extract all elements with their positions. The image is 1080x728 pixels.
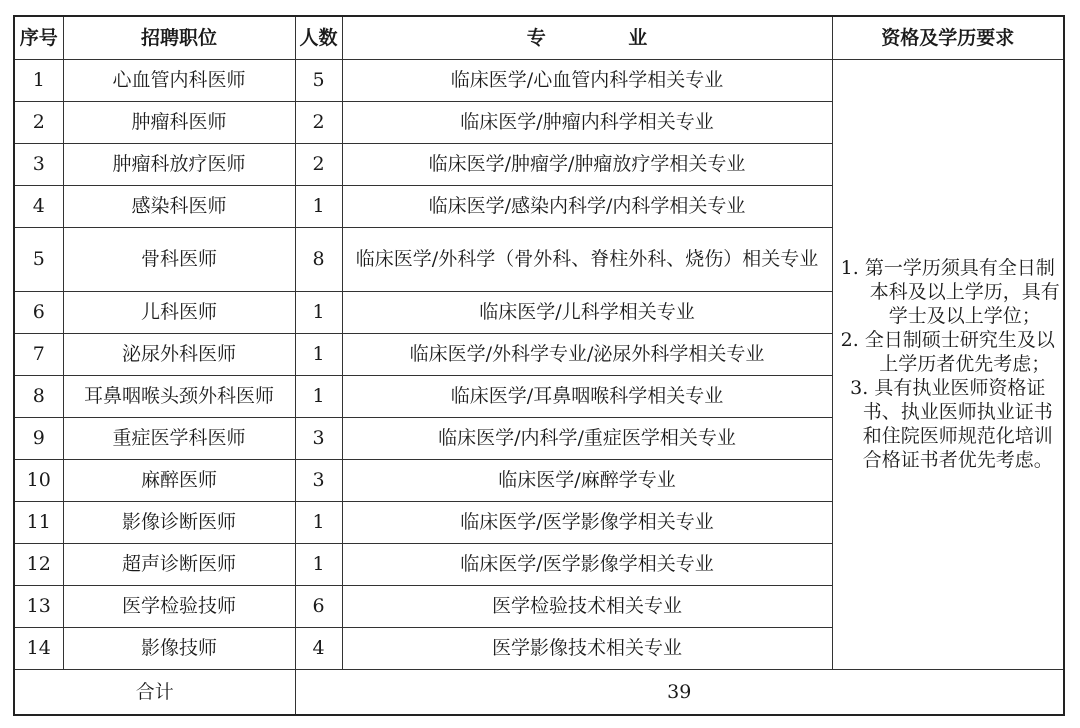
row-count: 1: [295, 291, 342, 333]
row-no: 6: [14, 291, 63, 333]
row-position: 骨科医师: [63, 227, 295, 291]
row-no: 7: [14, 333, 63, 375]
row-count: 1: [295, 333, 342, 375]
row-no: 8: [14, 375, 63, 417]
row-no: 1: [14, 59, 63, 101]
row-no: 2: [14, 101, 63, 143]
row-position: 耳鼻咽喉头颈外科医师: [63, 375, 295, 417]
row-major: 临床医学/感染内科学/内科学相关专业: [342, 185, 832, 227]
row-no: 5: [14, 227, 63, 291]
row-position: 影像诊断医师: [63, 501, 295, 543]
row-major: 临床医学/外科学专业/泌尿外科学相关专业: [342, 333, 832, 375]
header-count: 人数: [295, 16, 342, 59]
row-major: 临床医学/耳鼻咽喉科学相关专业: [342, 375, 832, 417]
row-no: 12: [14, 543, 63, 585]
row-position: 重症医学科医师: [63, 417, 295, 459]
row-no: 9: [14, 417, 63, 459]
row-count: 6: [295, 585, 342, 627]
row-no: 4: [14, 185, 63, 227]
row-no: 10: [14, 459, 63, 501]
row-major: 临床医学/肿瘤学/肿瘤放疗学相关专业: [342, 143, 832, 185]
row-position: 泌尿外科医师: [63, 333, 295, 375]
row-no: 11: [14, 501, 63, 543]
row-major: 医学影像技术相关专业: [342, 627, 832, 669]
row-count: 2: [295, 143, 342, 185]
requirement-item-2: 2. 全日制硕士研究生及以上学历者优先考虑；: [840, 329, 1055, 375]
recruitment-table: [13, 15, 1065, 716]
row-position: 麻醉医师: [63, 459, 295, 501]
row-major: 临床医学/心血管内科学相关专业: [342, 59, 832, 101]
row-count: 8: [295, 227, 342, 291]
row-count: 3: [295, 459, 342, 501]
row-major: 临床医学/肿瘤内科学相关专业: [342, 101, 832, 143]
table-row: [14, 59, 1064, 101]
total-value: 39: [295, 669, 1064, 715]
requirement-item-3: 3. 具有执业医师资格证书、执业医师执业证书和住院医师规范化培训合格证书者优先考虑。: [850, 377, 1053, 471]
row-count: 3: [295, 417, 342, 459]
row-major: 临床医学/医学影像学相关专业: [342, 501, 832, 543]
row-no: 13: [14, 585, 63, 627]
row-count: 1: [295, 501, 342, 543]
row-position: 肿瘤科放疗医师: [63, 143, 295, 185]
row-major: 临床医学/外科学（骨外科、脊柱外科、烧伤）相关专业: [342, 227, 832, 291]
row-no: 3: [14, 143, 63, 185]
row-count: 1: [295, 185, 342, 227]
row-position: 医学检验技师: [63, 585, 295, 627]
header-position: 招聘职位: [63, 16, 295, 59]
row-count: 4: [295, 627, 342, 669]
row-major: 医学检验技术相关专业: [342, 585, 832, 627]
header-requirements: 资格及学历要求: [832, 16, 1064, 59]
row-count: 5: [295, 59, 342, 101]
total-row: [14, 669, 1064, 715]
header-major-label: 专 业: [526, 26, 686, 49]
row-count: 1: [295, 375, 342, 417]
row-position: 影像技师: [63, 627, 295, 669]
row-position: 儿科医师: [63, 291, 295, 333]
row-count: 1: [295, 543, 342, 585]
row-position: 感染科医师: [63, 185, 295, 227]
header-major: [342, 16, 832, 59]
header-row: [14, 16, 1064, 59]
requirements-cell: [832, 59, 1064, 669]
row-major: 临床医学/麻醉学专业: [342, 459, 832, 501]
row-major: 临床医学/医学影像学相关专业: [342, 543, 832, 585]
row-major: 临床医学/内科学/重症医学相关专业: [342, 417, 832, 459]
row-position: 心血管内科医师: [63, 59, 295, 101]
row-position: 超声诊断医师: [63, 543, 295, 585]
row-position: 肿瘤科医师: [63, 101, 295, 143]
requirement-item-1: 1. 第一学历须具有全日制本科及以上学历，具有学士及以上学位；: [840, 257, 1060, 327]
header-no: 序号: [14, 16, 63, 59]
row-major: 临床医学/儿科学相关专业: [342, 291, 832, 333]
row-count: 2: [295, 101, 342, 143]
total-label: 合计: [14, 669, 295, 715]
row-no: 14: [14, 627, 63, 669]
